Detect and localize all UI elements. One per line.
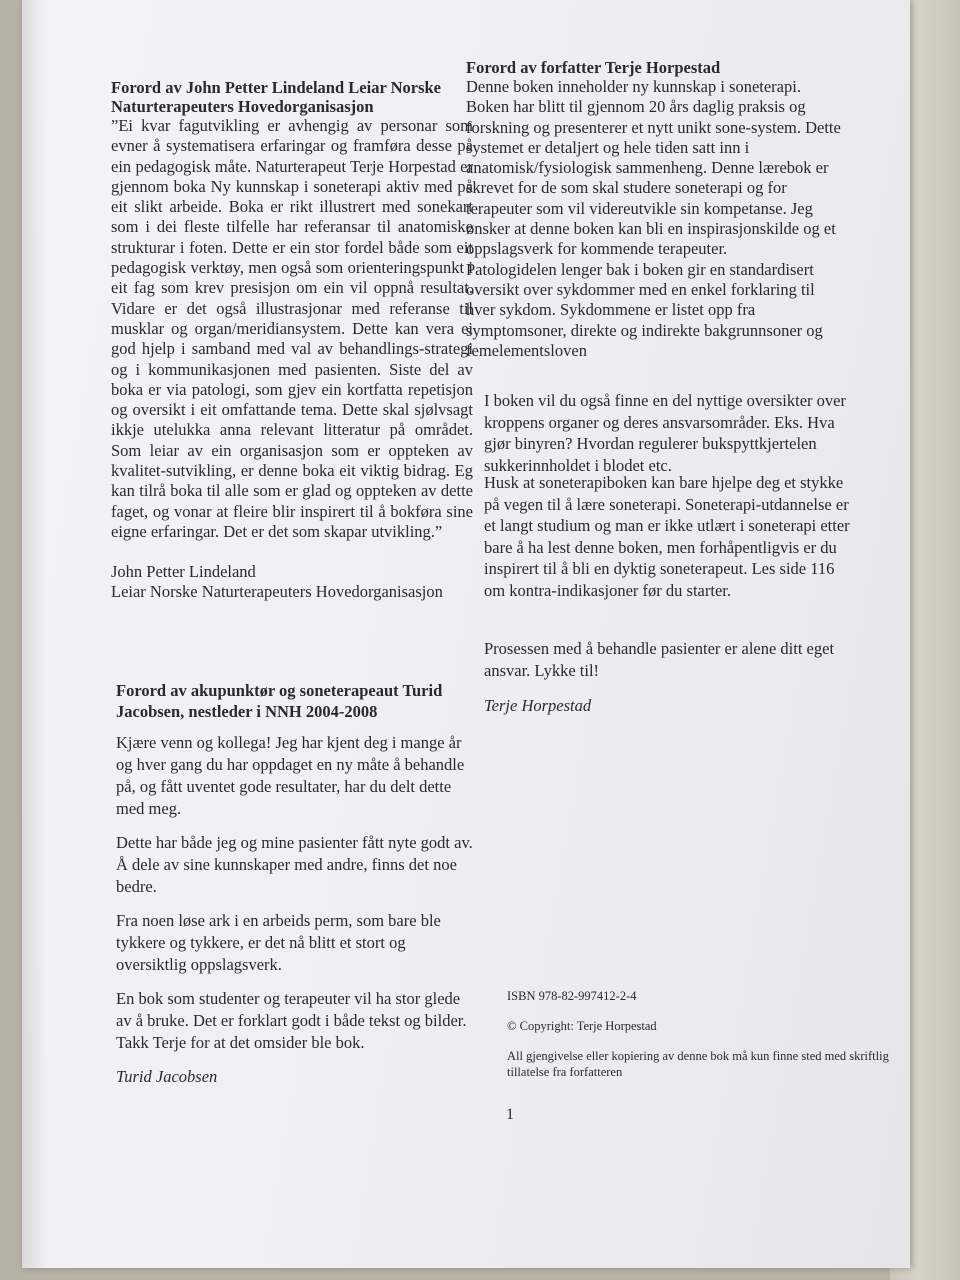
paragraph: Dette har både jeg og mine pasienter fått nyte godt av. Å dele av sine kunnskaper med andre, finns det noe bedre. (116, 833, 473, 896)
page-gutter-shadow (22, 0, 48, 1268)
author-remember-block (484, 472, 854, 601)
foreword-lindeland-body: ”Ei kvar fagutvikling er avhengig av personar som evner å systematisera erfaringar og framføra desse på ein pedagogisk måte. Naturterapeut Terje Horpestad er gjennom boka Ny kunnskap i soneterapi aktiv med på eit slikt arbeide. Boka er rikt illustrert med sonekart som i dei fleste tilfelle har referansar til anatomiske strukturar i foten. Dette er ein stor fordel både som eit pedagogisk verktøy, men også som orienteringspunkt i eit fag som krev presisjon om ein vil oppnå resultat. Vidare er det også illustrasjonar med referanse til musklar og organ/meridiansystem. Dette kan vera ei god hjelp i samband med val av behandlings-strategi og i kommunikasjonen med pasienten. Siste del av boka er via patologi, som gjev ein kortfatta repetisjon og oversikt i eit omfattande tema. Dette skal sjølvsagt ikkje utelukka anna relevant litteratur på området. Som leiar av ein organisasjon som er oppteken av kvalitet-sutvikling, er denne boka eit viktig bidrag. Eg kan tilrå boka til alle som er glad og oppteken av dette faget, og vonar at fleire blir inspirert til å bokføra sine eigne erfaringar. Det er det som skapar utvikling.” (111, 116, 473, 541)
copyright: © Copyright: Terje Horpestad (507, 1019, 657, 1033)
signature-horpestad: Terje Horpestad (484, 696, 592, 715)
foreword-jacobsen (116, 680, 478, 1100)
paragraph: Fra noen løse ark i en arbeids perm, som bare ble tykkere og tykkere, er det nå blitt et stort og oversiktlig oppslagsverk. (116, 911, 441, 974)
author-overview-block (484, 390, 854, 476)
paragraph: En bok som studenter og terapeuter vil ha stor glede av å bruke. Det er forklart godt i både tekst og bilder. Takk Terje for at det omsider ble bok. (116, 989, 467, 1052)
author-overview: I boken vil du også finne en del nyttige oversikter over kroppens organer og deres ansvarsområder. Eks. Hva gjør binyren? Hvordan regulerer bukspyttkjertelen sukkerinnholdet i blodet etc. (484, 391, 846, 475)
foreword-lindeland (111, 78, 473, 603)
foreword-author-heading: Forord av forfatter Terje Horpestad (466, 58, 721, 77)
signature-jacobsen: Turid Jacobsen (116, 1067, 218, 1086)
author-pathology: Patologidelen lenger bak i boken gir en standardisert oversikt over sykdommer med en enkel forklaring til hver sykdom. Sykdommene er listet opp fra symptomsoner, direkte og indirekte bakgrunnsoner og femelementsloven (466, 259, 823, 360)
author-intro: Denne boken inneholder ny kunnskap i soneterapi. Boken har blitt til gjennom 20 års daglig praksis og forskning og presenterer et nytt unikt sone-system. Dette systemet er detaljert og hele tiden satt inn i anatomisk/fysiologisk sammenheng. Denne lærebok er skrevet for de som skal studere soneterapi og for terapeuter som vil videreutvikle sin kompetanse. Jeg ønsker at denne boken kan bli en inspirasjonskilde og et oppslagsverk for kommende terapeuter. (466, 77, 841, 259)
foreword-author (466, 58, 842, 361)
foreword-jacobsen-heading: Forord av akupunktør og soneterapeaut Turid Jacobsen, nestleder i NNH 2004-2008 (116, 681, 443, 721)
imprint (507, 988, 907, 1080)
author-process-block (484, 638, 854, 717)
paragraph: Kjære venn og kollega! Jeg har kjent deg i mange år og hver gang du har oppdaget en ny måte å behandle på, og fått uventet gode resultater, har du delt dette med meg. (116, 733, 465, 818)
foreword-lindeland-heading: Forord av John Petter Lindeland Leiar Norske Naturterapeuters Hovedorganisasjon (111, 78, 441, 116)
author-process: Prosessen med å behandle pasienter er alene ditt eget ansvar. Lykke til! (484, 639, 835, 680)
isbn: ISBN 978-82-997412-2-4 (507, 989, 637, 1003)
signature-title: Leiar Norske Naturterapeuters Hovedorganisasjon (111, 582, 443, 602)
author-remember: Husk at soneterapiboken kan bare hjelpe deg et stykke på vegen til å lære soneterapi. Soneterapi-utdannelse er et langt studium og man er ikke utlært i soneterapi etter bare å ha lest denne boken, men forhåpentligvis er du inspirert til å bli en dyktig soneterapeut. Les side 116 om kontra-indikasjoner før du starter. (484, 473, 850, 600)
copyright-notice: All gjengivelse eller kopiering av denne bok må kun finne sted med skriftlig tillatelse fra forfatteren (507, 1049, 889, 1079)
page-number: 1 (506, 1106, 514, 1123)
signature-name: John Petter Lindeland (111, 562, 256, 582)
